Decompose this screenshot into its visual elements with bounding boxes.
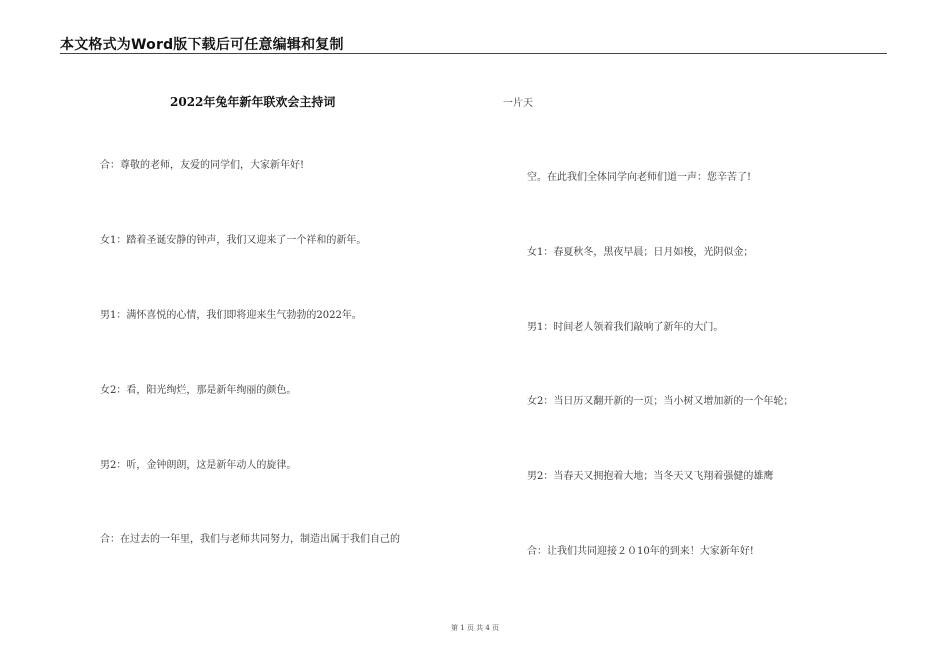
right-line-6: 合：让我们共同迎接２０10年的到来！大家新年好!	[527, 546, 754, 557]
word-format-banner: 本文格式为Word版下载后可任意编辑和复制	[60, 37, 344, 53]
right-column-heading: 一片天	[503, 98, 533, 109]
left-line-3: 男1：满怀喜悦的心情，我们即将迎来生气勃勃的2022年。	[100, 310, 362, 321]
document-title: 2022年兔年新年联欢会主持词	[170, 95, 336, 109]
right-line-4: 女2：当日历又翻开新的一页；当小树又增加新的一个年轮；	[527, 396, 794, 407]
left-line-1: 合：尊敬的老师，友爱的同学们，大家新年好!	[100, 160, 305, 171]
banner-divider	[60, 53, 887, 54]
right-line-1: 空。在此我们全体同学向老师们道一声：您辛苦了!	[527, 172, 752, 183]
right-line-2: 女1：春夏秋冬，黑夜早晨；日月如梭，光阴似金；	[527, 247, 754, 258]
right-line-5: 男2：当春天又拥抱着大地；当冬天又飞翔着强健的雄鹰	[527, 471, 774, 482]
right-line-3: 男1：时间老人领着我们敲响了新年的大门。	[527, 322, 724, 333]
left-line-6: 合：在过去的一年里，我们与老师共同努力，制造出属于我们自己的	[100, 534, 400, 545]
left-line-4: 女2：看，阳光绚烂，那是新年绚丽的颜色。	[100, 385, 297, 396]
page-number-footer: 第 1 页 共 4 页	[450, 624, 500, 632]
left-line-5: 男2：听，金钟朗朗，这是新年动人的旋律。	[100, 460, 297, 471]
left-line-2: 女1：踏着圣诞安静的钟声，我们又迎来了一个祥和的新年。	[100, 235, 367, 246]
